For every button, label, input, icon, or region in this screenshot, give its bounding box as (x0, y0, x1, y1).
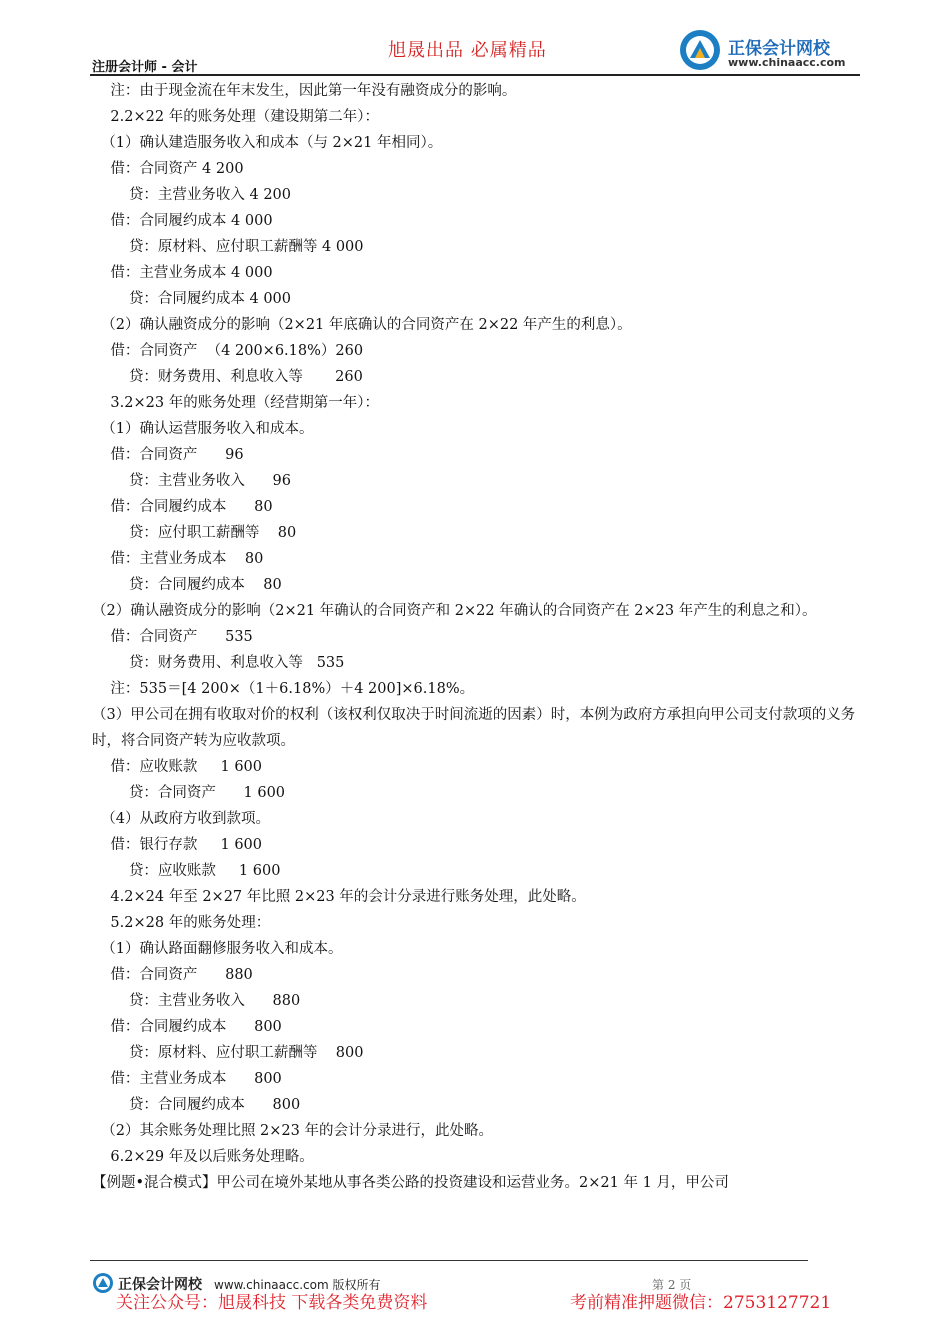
text-line: 贷：应付职工薪酬等 80 (92, 525, 297, 541)
text-line: 注：由于现金流在年末发生，因此第一年没有融资成分的影响。 (92, 83, 517, 99)
logo-name: 正保会计网校 (728, 39, 830, 59)
text-line: 借：合同资产 880 (92, 967, 253, 983)
text-line: 借：应收账款 1 600 (92, 759, 262, 775)
text-line: 贷：主营业务收入 880 (92, 993, 301, 1009)
page-header (0, 0, 950, 80)
promo-wechat-account: 关注公众号：旭晟科技 下载各类免费资料 (116, 1293, 428, 1313)
page-number: 第 2 页 (652, 1278, 692, 1292)
text-line: （1）确认运营服务收入和成本。 (92, 421, 314, 437)
document-body (92, 78, 862, 1196)
footer-divider (90, 1260, 808, 1261)
text-line: 借：合同履约成本 80 (92, 499, 273, 515)
text-line: 贷：财务费用、利息收入等 535 (92, 655, 345, 671)
text-line: 借：主营业务成本 80 (92, 551, 264, 567)
text-line: （1）确认建造服务收入和成本（与 2×21 年相同）。 (92, 135, 443, 151)
text-line: 贷：应收账款 1 600 (92, 863, 281, 879)
paragraph: （3）甲公司在拥有收取对价的权利（该权利仅取决于时间流逝的因素）时，本例为政府方承担向甲公司支付款项的义务时，将合同资产转为应收款项。 (92, 707, 856, 749)
text-line: 借：合同履约成本 800 (92, 1019, 282, 1035)
text-line: 6.2×29 年及以后账务处理略。 (92, 1149, 314, 1165)
text-line: （2）其余账务处理比照 2×23 年的会计分录进行，此处略。 (92, 1123, 493, 1139)
text-line: 借：银行存款 1 600 (92, 837, 262, 853)
text-line: （4）从政府方收到款项。 (92, 811, 270, 827)
footer-logo-icon (92, 1272, 114, 1294)
text-line: 贷：主营业务收入 4 200 (92, 187, 291, 203)
text-line: 借：合同履约成本 4 000 (92, 213, 273, 229)
footer-copyright: www.chinaacc.com 版权所有 (214, 1278, 381, 1292)
text-line: 借：主营业务成本 800 (92, 1071, 282, 1087)
text-line: 借：合同资产 4 200 (92, 161, 244, 177)
logo-url: www.chinaacc.com (728, 56, 846, 69)
text-line: 贷：合同履约成本 4 000 (92, 291, 291, 307)
text-line: 借：合同资产 535 (92, 629, 253, 645)
text-line: 贷：合同履约成本 80 (92, 577, 282, 593)
header-divider (90, 74, 860, 76)
chinaacc-logo-icon (678, 28, 722, 72)
header-slogan: 旭晟出品 必属精品 (388, 40, 547, 61)
text-line: 贷：原材料、应付职工薪酬等 800 (92, 1045, 364, 1061)
text-line: 贷：合同履约成本 800 (92, 1097, 301, 1113)
paragraph: （2）确认融资成分的影响（2×21 年确认的合同资产和 2×22 年确认的合同资产在 2×23 年产生的利息之和）。 (92, 603, 817, 619)
text-line: 借：合同资产 96 (92, 447, 244, 463)
text-line: 借：主营业务成本 4 000 (92, 265, 273, 281)
text-line: （2）确认融资成分的影响（2×21 年底确认的合同资产在 2×22 年产生的利息）。 (92, 317, 632, 333)
text-line: 4.2×24 年至 2×27 年比照 2×23 年的会计分录进行账务处理，此处略。 (92, 889, 586, 905)
footer-brand: 正保会计网校 (118, 1277, 202, 1293)
promo-wechat-contact: 考前精准押题微信：2753127721 (570, 1293, 832, 1313)
text-line: 3.2×23 年的账务处理（经营期第一年）： (92, 395, 379, 411)
text-line: （1）确认路面翻修服务收入和成本。 (92, 941, 343, 957)
text-line: 注：535＝[4 200×（1＋6.18%）＋4 200]×6.18%。 (92, 681, 475, 697)
text-line: 贷：财务费用、利息收入等 260 (92, 369, 363, 385)
text-line: 【例题•混合模式】甲公司在境外某地从事各类公路的投资建设和运营业务。2×21 年 1 月，甲公司 (92, 1175, 729, 1191)
course-title: 注册会计师 - 会计 (92, 60, 198, 75)
text-line: 贷：原材料、应付职工薪酬等 4 000 (92, 239, 364, 255)
text-line: 借：合同资产 （4 200×6.18%）260 (92, 343, 364, 359)
text-line: 5.2×28 年的账务处理： (92, 915, 271, 931)
text-line: 贷：合同资产 1 600 (92, 785, 286, 801)
text-line: 贷：主营业务收入 96 (92, 473, 291, 489)
text-line: 2.2×22 年的账务处理（建设期第二年）： (92, 109, 379, 125)
brand-logo (678, 28, 878, 74)
